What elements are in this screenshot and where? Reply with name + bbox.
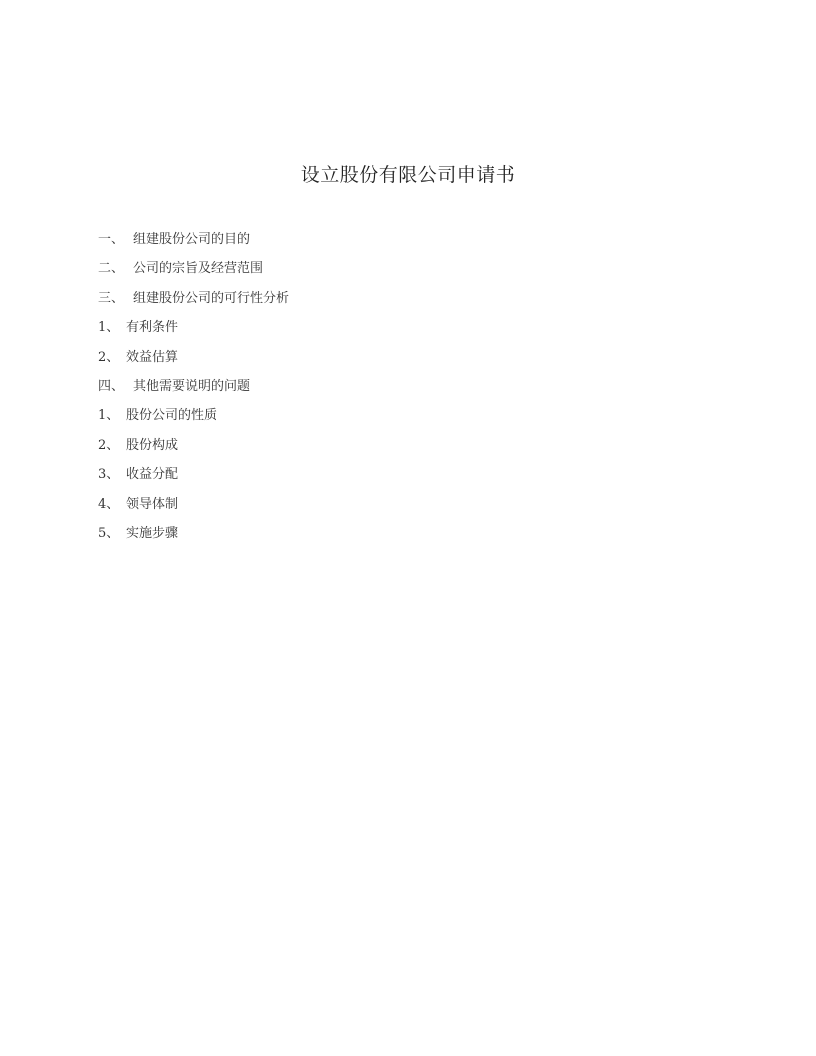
outline-label: 股份公司的性质	[126, 408, 218, 424]
outline-label: 领导体制	[126, 496, 179, 512]
outline-marker: 1、	[98, 408, 120, 424]
outline-label: 实施步骤	[126, 525, 179, 541]
outline-label: 效益估算	[126, 349, 179, 365]
outline-item	[98, 494, 698, 523]
outline-item	[98, 464, 698, 493]
outline-item	[98, 523, 698, 552]
outline-list	[98, 229, 698, 552]
outline-label: 组建股份公司的可行性分析	[133, 290, 290, 306]
outline-item	[98, 376, 698, 405]
outline-label: 其他需要说明的问题	[133, 378, 251, 394]
outline-item	[98, 435, 698, 464]
outline-label: 公司的宗旨及经营范围	[133, 261, 264, 277]
document-title: 设立股份有限公司申请书	[300, 164, 516, 186]
outline-marker: 4、	[98, 496, 120, 512]
outline-item	[98, 229, 698, 258]
outline-marker: 5、	[98, 525, 120, 541]
outline-label: 组建股份公司的目的	[133, 232, 251, 247]
outline-marker: 2、	[98, 349, 120, 365]
outline-item	[98, 405, 698, 434]
outline-marker: 3、	[98, 467, 120, 483]
outline-marker: 一、	[98, 232, 125, 247]
outline-marker: 二、	[98, 261, 125, 277]
outline-label: 有利条件	[126, 320, 179, 336]
outline-item	[98, 347, 698, 376]
outline-label: 股份构成	[126, 437, 179, 453]
outline-label: 收益分配	[126, 467, 179, 483]
outline-marker: 2、	[98, 437, 120, 453]
outline-marker: 四、	[98, 378, 125, 394]
outline-marker: 1、	[98, 320, 120, 336]
outline-marker: 三、	[98, 290, 125, 306]
outline-item	[98, 317, 698, 346]
outline-item	[98, 288, 698, 317]
outline-item	[98, 258, 698, 287]
